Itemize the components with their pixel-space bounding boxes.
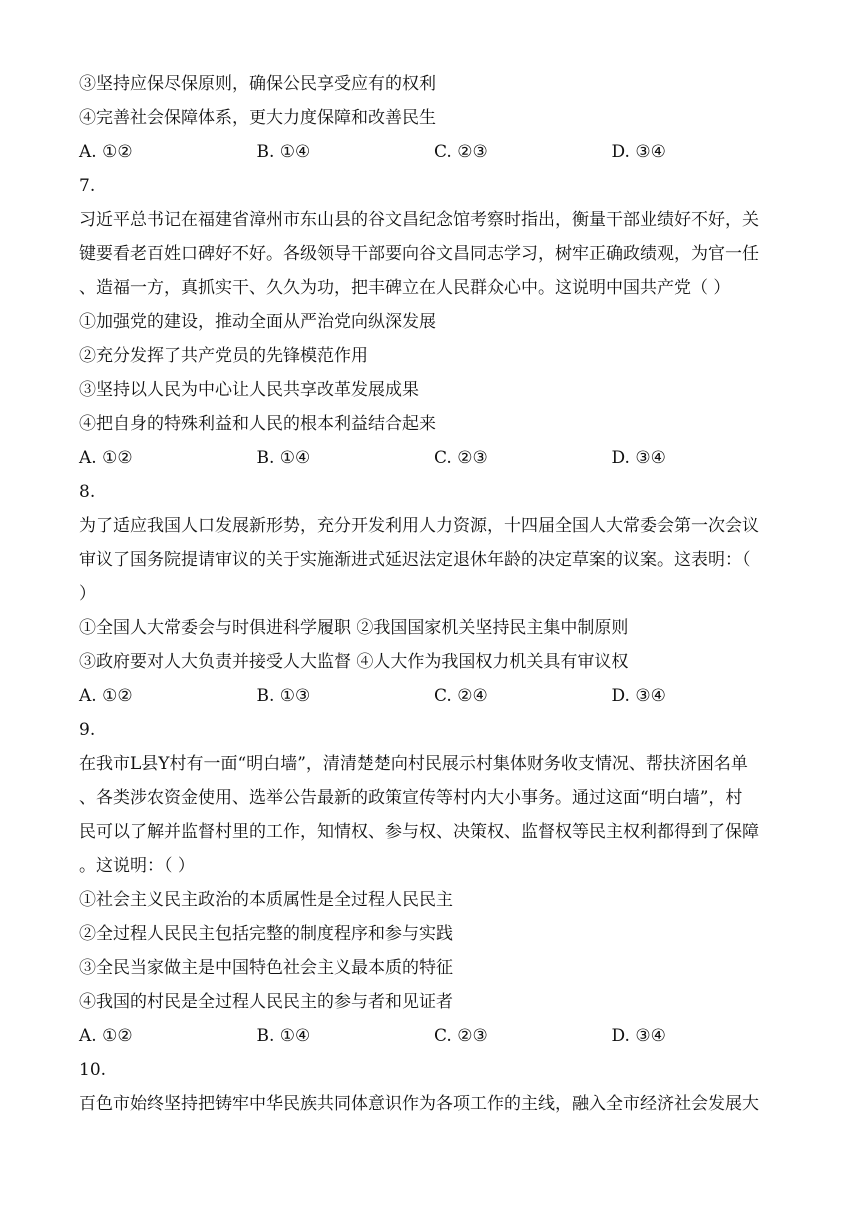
statement: ③坚持以人民为中心让人民共享改革发展成果 [79,380,419,400]
option-b: B. ①④ [256,142,311,162]
answer-options [79,135,789,169]
question-text: 百色市始终坚持把铸牢中华民族共同体意识作为各项工作的主线，融入全市经济社会发展大 [79,1094,759,1114]
option-c: C. ②③ [434,142,488,162]
option-d: D. ③④ [611,1026,666,1046]
question-text: ） [79,584,96,604]
question-10 [79,1053,789,1121]
option-b: B. ①③ [256,686,311,706]
question-text: 、造福一方，真抓实干、久久为功，把丰碑立在人民群众心中。这说明中国共产党（ ） [79,278,731,298]
question-number: 7. [79,176,96,196]
statement: ①全国人大常委会与时俱进科学履职 ②我国国家机关坚持民主集中制原则 [79,618,629,638]
document-page [79,67,789,1121]
question-text: 键要看老百姓口碑好不好。各级领导干部要向谷文昌同志学习，树牢正确政绩观，为官一任 [79,244,759,264]
question-text: 、各类涉农资金使用、选举公告最新的政策宣传等村内大小事务。通过这面“明白墙”，村 [79,788,743,808]
answer-options [79,1019,789,1053]
question-number: 9. [79,720,96,740]
statement: ①加强党的建设，推动全面从严治党向纵深发展 [79,312,436,332]
question-9 [79,713,789,1053]
option-a: A. ①② [79,1026,133,1046]
option-c: C. ②③ [434,448,488,468]
option-d: D. ③④ [611,448,666,468]
answer-options [79,679,789,713]
option-d: D. ③④ [611,686,666,706]
statement: ①社会主义民主政治的本质属性是全过程人民民主 [79,890,453,910]
statement: ④我国的村民是全过程人民民主的参与者和见证者 [79,992,453,1012]
statement: ③坚持应保尽保原则，确保公民享受应有的权利 [79,74,436,94]
statement: ③政府要对人大负责并接受人大监督 ④人大作为我国权力机关具有审议权 [79,652,629,672]
statement: ③全民当家做主是中国特色社会主义最本质的特征 [79,958,453,978]
question-7 [79,169,789,475]
question-text: 民可以了解并监督村里的工作，知情权、参与权、决策权、监督权等民主权利都得到了保障 [79,822,759,842]
option-c: C. ②③ [434,1026,488,1046]
carry-over-block [79,67,789,169]
option-d: D. ③④ [611,142,666,162]
option-a: A. ①② [79,448,133,468]
statement: ④把自身的特殊利益和人民的根本利益结合起来 [79,414,436,434]
question-number: 10. [79,1060,107,1080]
answer-options [79,441,789,475]
question-text: 。这说明：（ ） [79,856,195,876]
question-number: 8. [79,482,96,502]
question-text: 习近平总书记在福建省漳州市东山县的谷文昌纪念馆考察时指出，衡量干部业绩好不好，关 [79,210,759,230]
statement: ④完善社会保障体系，更大力度保障和改善民生 [79,108,436,128]
option-b: B. ①④ [256,448,311,468]
option-a: A. ①② [79,142,133,162]
option-c: C. ②④ [434,686,488,706]
question-text: 审议了国务院提请审议的关于实施渐进式延迟法定退休年龄的决定草案的议案。这表明：（ [79,550,751,570]
option-b: B. ①④ [256,1026,311,1046]
question-8 [79,475,789,713]
question-text: 为了适应我国人口发展新形势，充分开发利用人力资源，十四届全国人大常委会第一次会议 [79,516,759,536]
statement: ②充分发挥了共产党员的先锋模范作用 [79,346,368,366]
statement: ②全过程人民民主包括完整的制度程序和参与实践 [79,924,453,944]
option-a: A. ①② [79,686,133,706]
question-text: 在我市L县Y村有一面“明白墙”，清清楚楚向村民展示村集体财务收支情况、帮扶济困名单 [79,754,748,774]
